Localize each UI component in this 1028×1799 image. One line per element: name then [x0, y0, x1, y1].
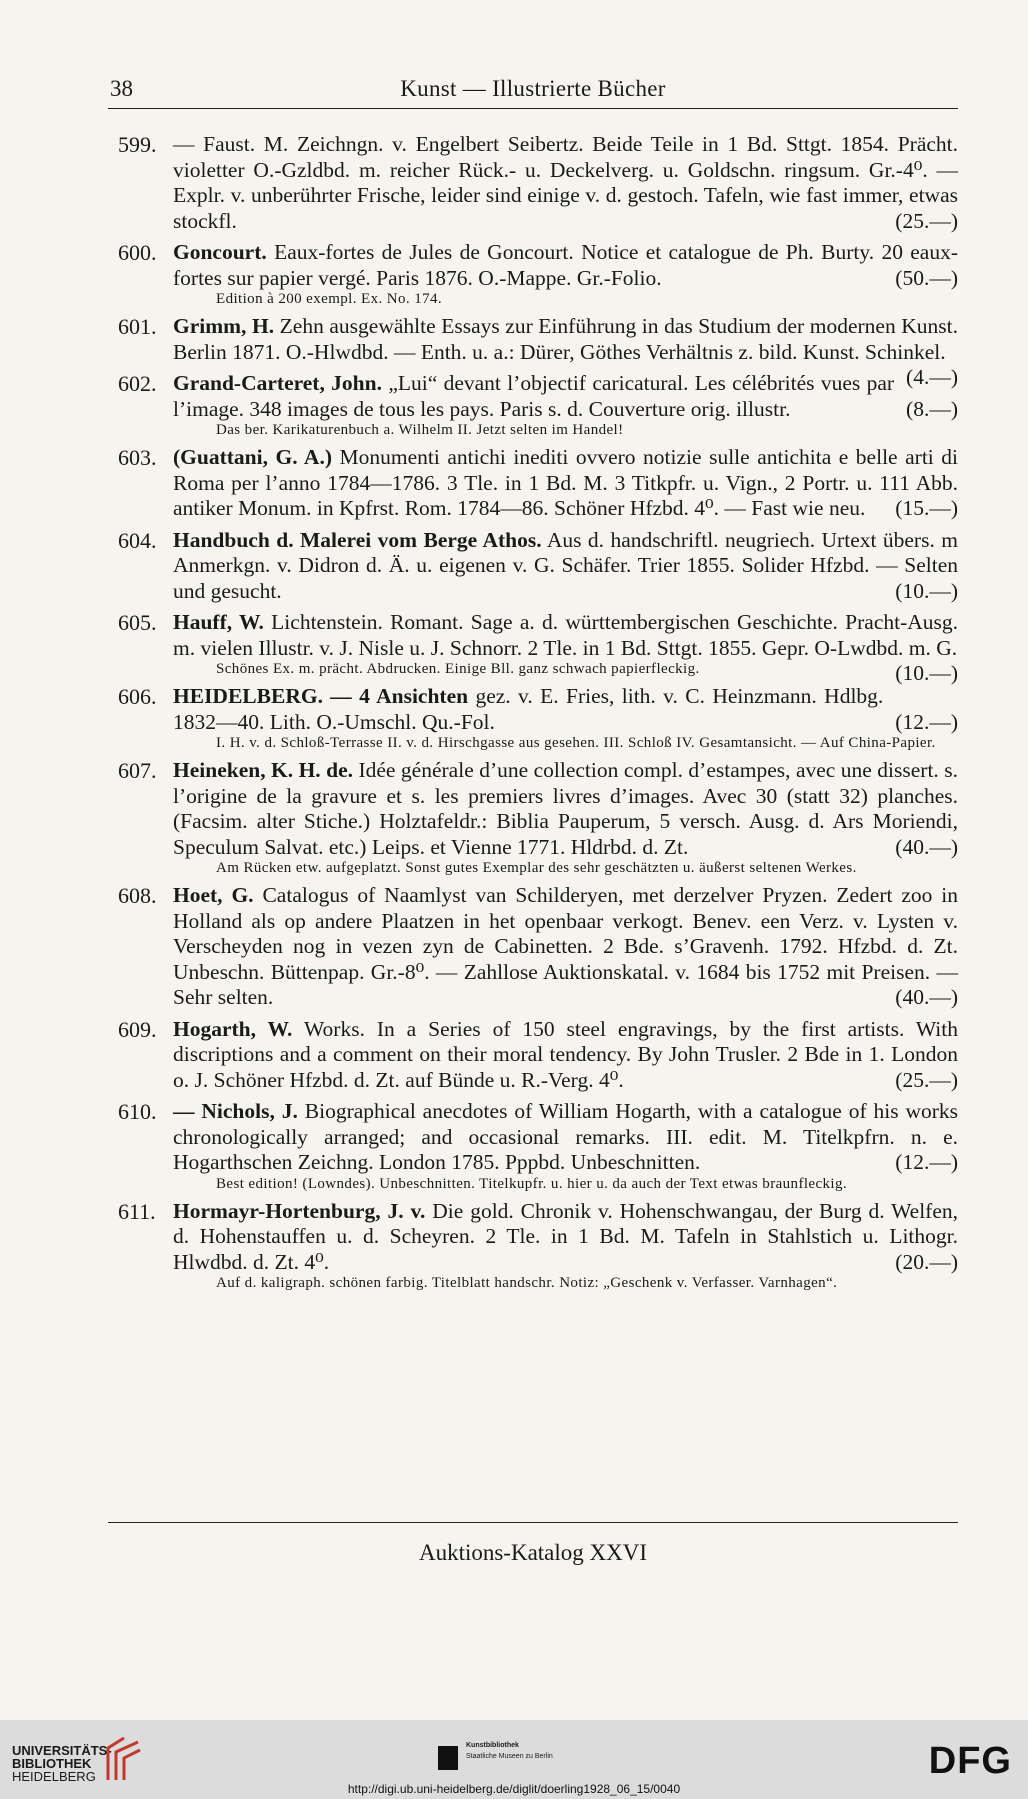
entry-text [173, 445, 958, 522]
catalog-entry [108, 371, 958, 439]
entry-price: (25.—) [895, 1067, 958, 1092]
entry-price: (40.—) [895, 834, 958, 859]
entry-author: Goncourt. [173, 240, 267, 264]
entry-note: Das ber. Karikaturenbuch a. Wilhelm II. Jetzt selten im Handel! [216, 422, 624, 438]
entry-number: 604. [118, 527, 157, 553]
entry-description: Lichtenstein. Romant. Sage a. d. württembergischen Geschichte. Pracht-Ausg. m. vielen Illustr. v. J. Nisle u. J. Schnorr. 2 Tle. in 1 Bd. Sttgt. 1855. Gepr. O-Lwdbd. m. G. [173, 610, 959, 660]
entry-number: 607. [118, 758, 157, 783]
entry-author: — Nichols, J. [173, 1099, 298, 1123]
catalog-entry [108, 610, 959, 685]
entry-number: 605. [118, 610, 157, 635]
dfg-logo[interactable]: DFG [928, 1740, 1012, 1782]
entry-text [173, 528, 958, 605]
ub-emblem-icon [104, 1734, 144, 1784]
page-number: 38 [110, 76, 133, 101]
catalog-entry [108, 758, 958, 877]
entry-note: Best edition! (Lowndes). Unbeschnitten. Titelkupfr. u. hier u. da auch der Text etwas braunfleckig. [216, 1175, 848, 1192]
entry-description: — Faust. M. Zeichngn. v. Engelbert Seibertz. Beide Teile in 1 Bd. Sttgt. 1854. Prächt. violetter O.-Gzldbd. m. reicher Rück.- u. Deckelverg. u. Goldschn. ringsum. Gr.-4⁰. — Explr. v. unberührter Frische, leider sind einige v. d. gestoch. Tafeln, wie fast immer, etwas stockfl. [173, 132, 958, 233]
entry-description: Die gold. Chronik v. Hohenschwangau, der Burg d. Welfen, d. Hohenstauffen u. d. Scheyren. 2 Tle. in 1 Bd. M. Tafeln in Stahlstich u. Lithogr. Hlwdbd. d. Zt. 4⁰. [173, 1198, 959, 1274]
entry-author: Hoet, G. [173, 883, 254, 907]
entry-author: Hauff, W. [173, 610, 264, 634]
entry-number: 606. [118, 684, 157, 709]
kb-line2: Staatliche Museen zu Berlin [466, 1753, 553, 1760]
entry-number: 608. [118, 883, 157, 908]
entry-text [173, 1099, 958, 1176]
catalog-entries [108, 132, 958, 1298]
entry-note: Schönes Ex. m. prächt. Abdrucken. Einige Bll. ganz schwach papierfleckig. [216, 661, 700, 677]
entry-author: Heineken, K. H. de. [173, 758, 354, 782]
ub-logo-line3: HEIDELBERG [12, 1769, 96, 1784]
entry-number: 611. [118, 1198, 156, 1224]
permalink-url[interactable]: http://digi.ub.uni-heidelberg.de/diglit/doerling1928_06_15/0040 [347, 1782, 681, 1796]
entry-price: (25.—) [895, 208, 958, 233]
entry-description: Biographical anecdotes of William Hogarth, with a catalogue of his works chronologically arranged; and occasional remarks. III. edit. M. Titelkpfrn. n. e. Hogarthschen Zeichng. London 1785. Pppbd. Unbeschnitten. [173, 1099, 959, 1174]
entry-description: Catalogus of Naamlyst van Schilderyen, met derzelver Pryzen. Zedert zoo in Holland als op andere Plaatzen in het openbaar verkogt. Benev. een Verz. v. Lysten v. Verscheyden nog in vezen zyn de Cabinetten. 2 Bde. s’Gravenh. 1792. Hfzbd. d. Zt. Unbeschn. Büttenpap. Gr.-8⁰. — Zahllose Auktionskatal. v. 1684 bis 1752 mit Preisen. — Sehr selten. [173, 883, 959, 1009]
catalog-entry [108, 1199, 958, 1293]
catalog-entry [108, 445, 958, 522]
entry-price: (12.—) [895, 709, 958, 734]
footer-rule [108, 1522, 958, 1523]
entry-author: Hormayr-Hortenburg, J. v. [173, 1198, 426, 1223]
running-title: Kunst — Illustrierte Bücher [400, 76, 666, 101]
entry-note: Auf d. kaligraph. schönen farbig. Titelblatt handschr. Notiz: „Geschenk v. Verfasser. Varnhagen“. [216, 1275, 838, 1291]
entry-description: Eaux-fortes de Jules de Goncourt. Notice et catalogue de Ph. Burty. 20 eaux-fortes sur papier vergé. Paris 1876. O.-Mappe. Gr.-Folio. [173, 240, 959, 290]
entry-price: (40.—) [895, 985, 958, 1009]
entry-text [173, 240, 958, 291]
entry-description: Idée générale d’une collection compl. d’estampes, avec une dissert. s. l’origine de la gravure et s. les premiers livres d’images. Avec 30 (statt 32) planches. (Facsim. alter Stiche.) Holztafeldr.: Biblia Pauperum, 5 versch. Ausg. d. Ars Moriendi, Speculum Salvat. etc.) Leips. et Vienne 1771. Hldrbd. d. Zt. [173, 758, 958, 859]
entry-note: Edition à 200 exempl. Ex. No. 174. [216, 291, 443, 307]
kb-line1: Kunstbibliothek [466, 1742, 519, 1749]
ub-logo-line1: UNIVERSITÄTS- [12, 1743, 112, 1758]
catalog-entry [108, 883, 958, 1011]
entry-number: 610. [118, 1099, 157, 1124]
entry-number: 601. [118, 314, 157, 339]
entry-price: (12.—) [895, 1150, 958, 1174]
entry-description: Works. In a Series of 150 steel engravings, by the first artists. With discriptions and a comment on their moral tendency. By John Trusler. 2 Bde in 1. London o. J. Schöner Hfzbd. d. Zt. auf Bünde u. R.-Verg. 4⁰. [173, 1016, 958, 1092]
catalog-title: Auktions-Katalog XXVI [418, 1540, 648, 1565]
entry-number: 602. [118, 371, 157, 396]
entry-note: Am Rücken etw. aufgeplatzt. Sonst gutes Exemplar des sehr geschätzten u. äußerst seltenen Werkes. [216, 860, 857, 876]
page-header [108, 72, 958, 109]
catalog-entry [108, 1099, 958, 1193]
entry-price: (10.—) [895, 578, 958, 603]
entry-text [173, 758, 958, 860]
entry-author: Hogarth, W. [173, 1016, 293, 1041]
catalog-entry [108, 132, 958, 234]
entry-description: Zehn ausgewählte Essays zur Einführung in das Studium der modernen Kunst. Berlin 1871. O.-Hlwdbd. — Enth. u. a.: Dürer, Göthes Verhältnis z. bild. Kunst. Schinkel. [173, 314, 958, 364]
catalog-entry [108, 240, 958, 308]
entry-price: (4.—) [906, 365, 958, 389]
catalog-entry [108, 684, 958, 752]
entry-description: „Lui“ devant l’objectif caricatural. Les célébrités vues par l’image. 348 images de tous les pays. Paris s. d. Couverture orig. illustr. [173, 371, 895, 421]
entry-author: (Guattani, G. A.) [173, 445, 332, 469]
entry-number: 603. [118, 445, 157, 470]
kunstbibliothek-mark-icon [438, 1746, 458, 1770]
entry-description: gez. v. E. Fries, lith. v. C. Heinzmann. Hdlbg. 1832—40. Lith. O.-Umschl. Qu.-Fol. [173, 684, 884, 734]
entry-number: 600. [118, 240, 157, 265]
entry-text [173, 684, 958, 735]
catalog-entry [108, 1017, 958, 1094]
entry-note: I. H. v. d. Schloß-Terrasse II. v. d. Hirschgasse aus gesehen. III. Schloß IV. Gesamtansicht. — Auf China-Papier. [216, 735, 936, 751]
entry-price: (8.—) [906, 396, 958, 421]
entry-price: (50.—) [895, 265, 958, 290]
entry-author: Grand-Carteret, John. [173, 371, 382, 395]
entry-text [173, 132, 958, 234]
entry-description: Monumenti antichi inediti ovvero notizie sulle antichita e belle arti di Roma per l’anno 1784—1786. 3 Tle. in 1 Bd. M. 3 Titkpfr. u. Vign., 2 Portr. u. 111 Abb. antiker Monum. in Kpfrst. Rom. 1784—86. Schöner Hfzbd. 4⁰. — Fast wie neu. [173, 445, 959, 520]
ub-heidelberg-logo[interactable] [12, 1744, 112, 1783]
ub-logo-line2: BIBLIOTHEK [12, 1756, 92, 1771]
entry-price: (10.—) [895, 661, 958, 685]
entry-number: 609. [118, 1016, 157, 1042]
entry-price: (15.—) [895, 496, 958, 520]
entry-author: HEIDELBERG. — 4 Ansichten [173, 684, 469, 708]
entry-text [173, 371, 958, 422]
entry-price: (20.—) [895, 1249, 958, 1274]
entry-text [173, 1017, 958, 1094]
entry-text [173, 1199, 958, 1276]
catalog-entry [108, 528, 958, 605]
entry-author: Handbuch d. Malerei vom Berge Athos. [173, 527, 542, 552]
entry-text [173, 883, 958, 1011]
entry-number: 599. [118, 132, 157, 157]
viewer-footer-bar [0, 1720, 1028, 1799]
entry-description: Aus d. handschriftl. neugriech. Urtext übers. m Anmerkgn. v. Didron d. Ä. u. eigenen v. G. Schäfer. Trier 1855. Solider Hfzbd. — Selten und gesucht. [173, 527, 958, 603]
entry-author: Grimm, H. [173, 314, 275, 338]
